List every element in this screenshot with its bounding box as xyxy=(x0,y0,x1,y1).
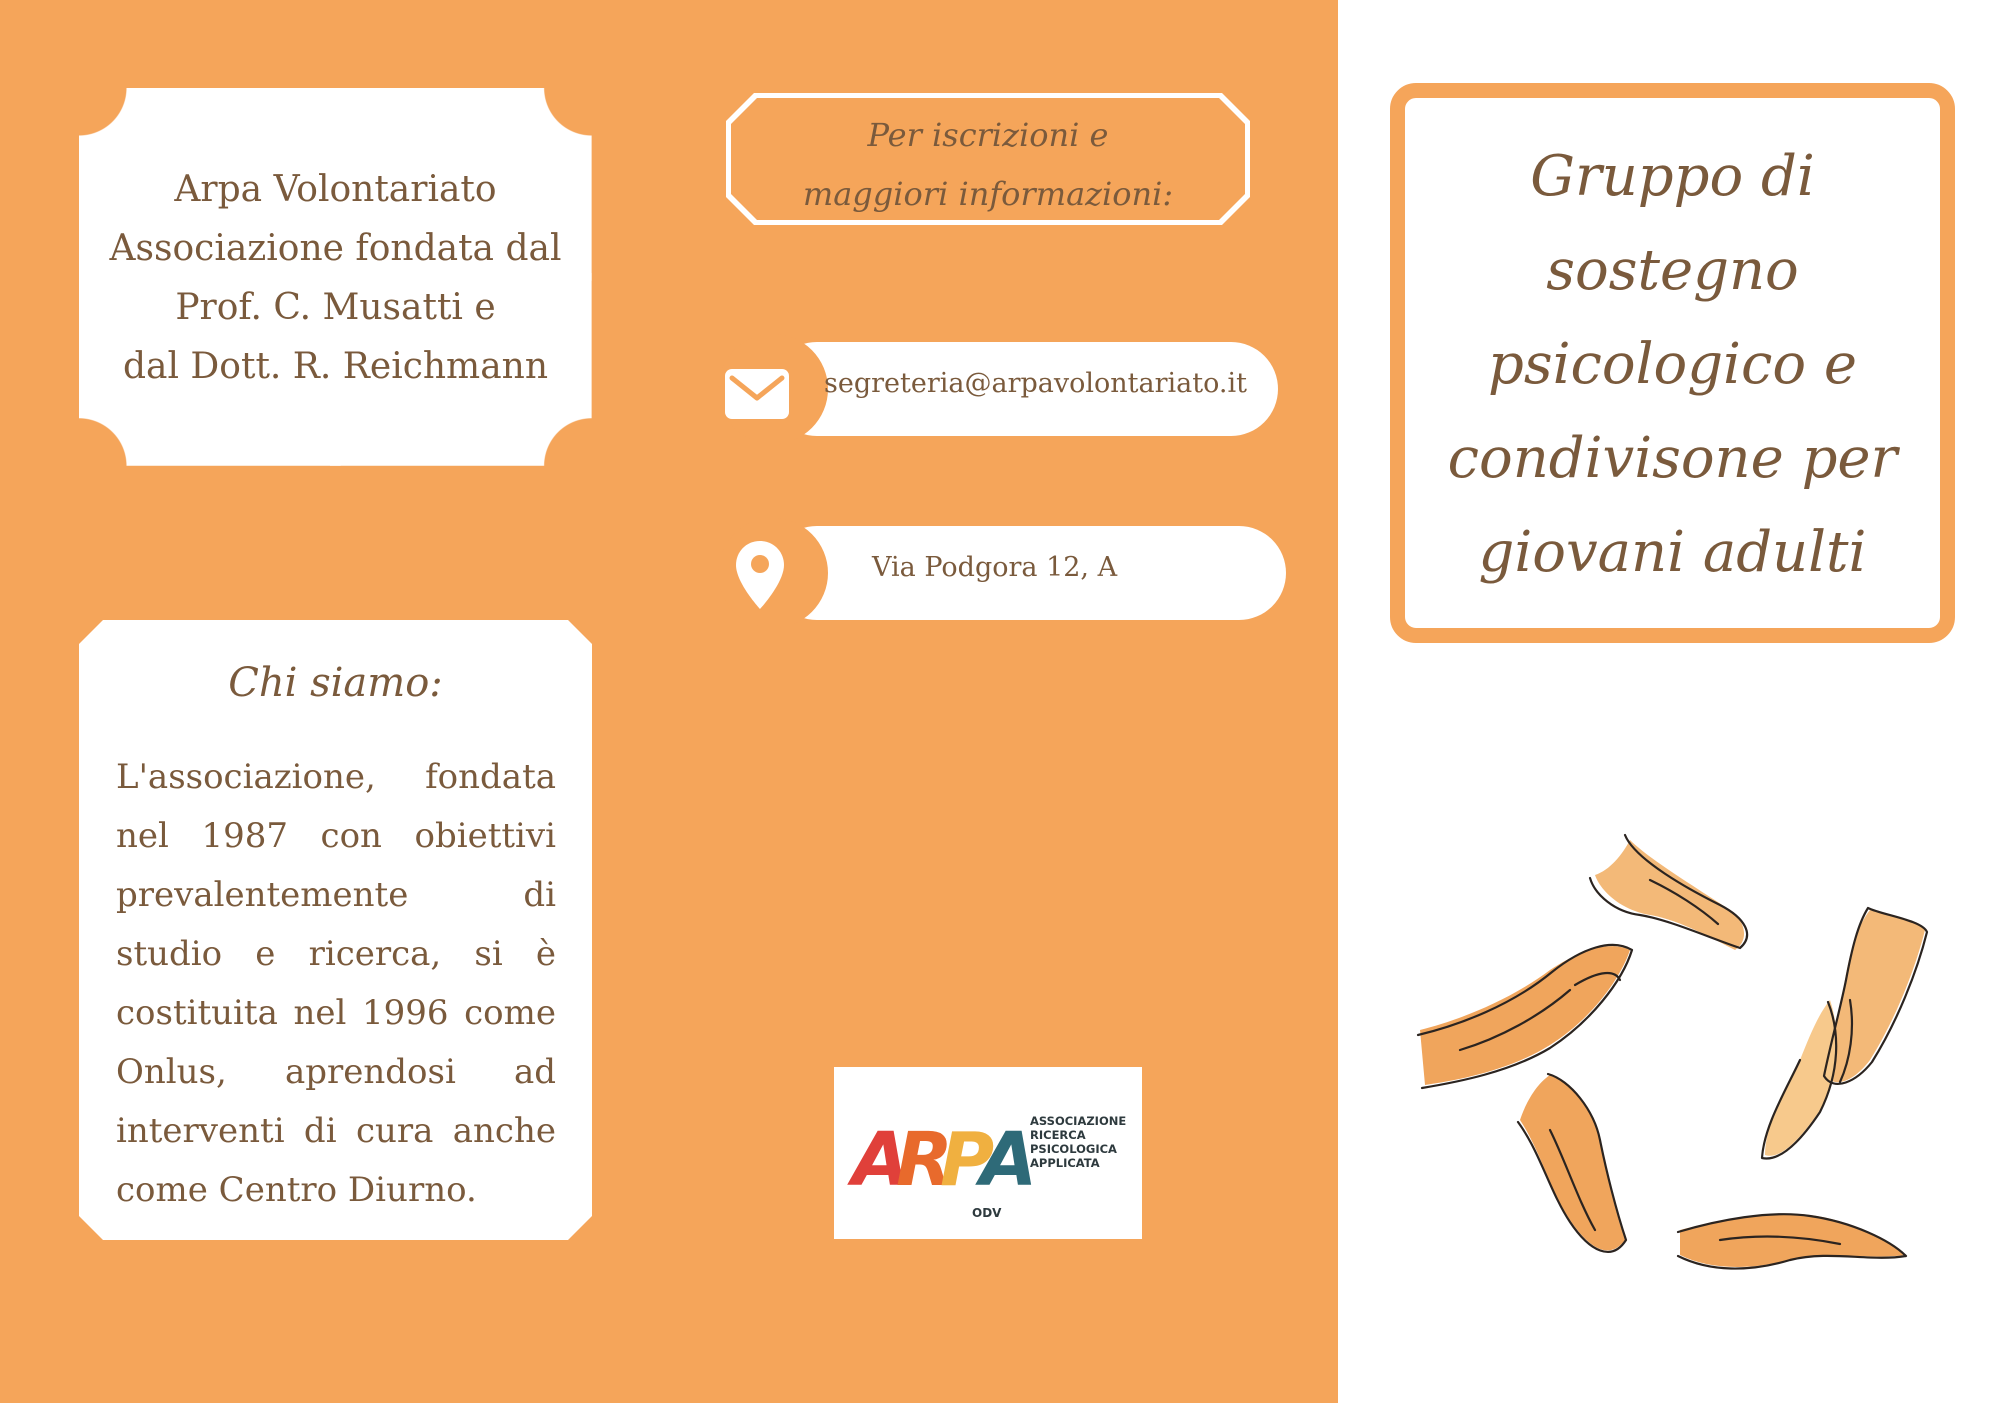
title-line: Gruppo di xyxy=(1530,144,1815,209)
about-line: Associazione fondata dal xyxy=(109,228,562,269)
info-line: Per iscrizioni e xyxy=(867,116,1109,154)
email-link[interactable]: segreteria@arpavolontariato.it xyxy=(824,368,1247,399)
arpa-logo-graphic xyxy=(834,1067,1142,1239)
title-line: sostegno xyxy=(1546,238,1799,303)
title-line: giovani adulti xyxy=(1478,520,1867,585)
logo-tag: ODV xyxy=(972,1206,1002,1220)
logo-subtitle-line: PSICOLOGICA xyxy=(1030,1142,1117,1156)
about-line: dal Dott. R. Reichmann xyxy=(122,346,549,387)
logo-letter: R xyxy=(896,1117,953,1203)
about-line: Arpa Volontariato xyxy=(174,169,497,210)
title-line: psicologico e xyxy=(1488,332,1857,397)
info-line: maggiori informazioni: xyxy=(802,175,1174,213)
about-card-text xyxy=(79,160,592,396)
logo-subtitle-line: APPLICATA xyxy=(1030,1156,1100,1170)
logo-letter: A xyxy=(852,1117,910,1203)
circle-of-hands-illustration xyxy=(1400,820,1940,1320)
logo-letter: P xyxy=(940,1117,995,1203)
about-line: Prof. C. Musatti e xyxy=(175,287,496,328)
location-pin-icon xyxy=(734,539,786,611)
mail-icon xyxy=(724,368,790,420)
who-card-title: Chi siamo: xyxy=(228,660,443,706)
who-card-body: L'associazione, fondata nel 1987 con obiettivi prevalentemente di studio e ricerca, si è costituita nel 1996 come Onlus, aprendosi ad interventi di cura anche come Centro Diurno. xyxy=(116,757,556,1210)
info-text xyxy=(726,106,1250,224)
logo-letter: A xyxy=(980,1117,1038,1203)
logo-subtitle-line: RICERCA xyxy=(1030,1128,1086,1142)
title-line: condivisone per xyxy=(1447,426,1898,491)
bottom-strip xyxy=(0,1403,2000,1415)
arpa-logo xyxy=(834,1067,1142,1239)
address-text: Via Podgora 12, A xyxy=(872,552,1118,583)
logo-subtitle-line: ASSOCIAZIONE xyxy=(1030,1114,1127,1128)
brochure-title xyxy=(1405,130,1940,600)
